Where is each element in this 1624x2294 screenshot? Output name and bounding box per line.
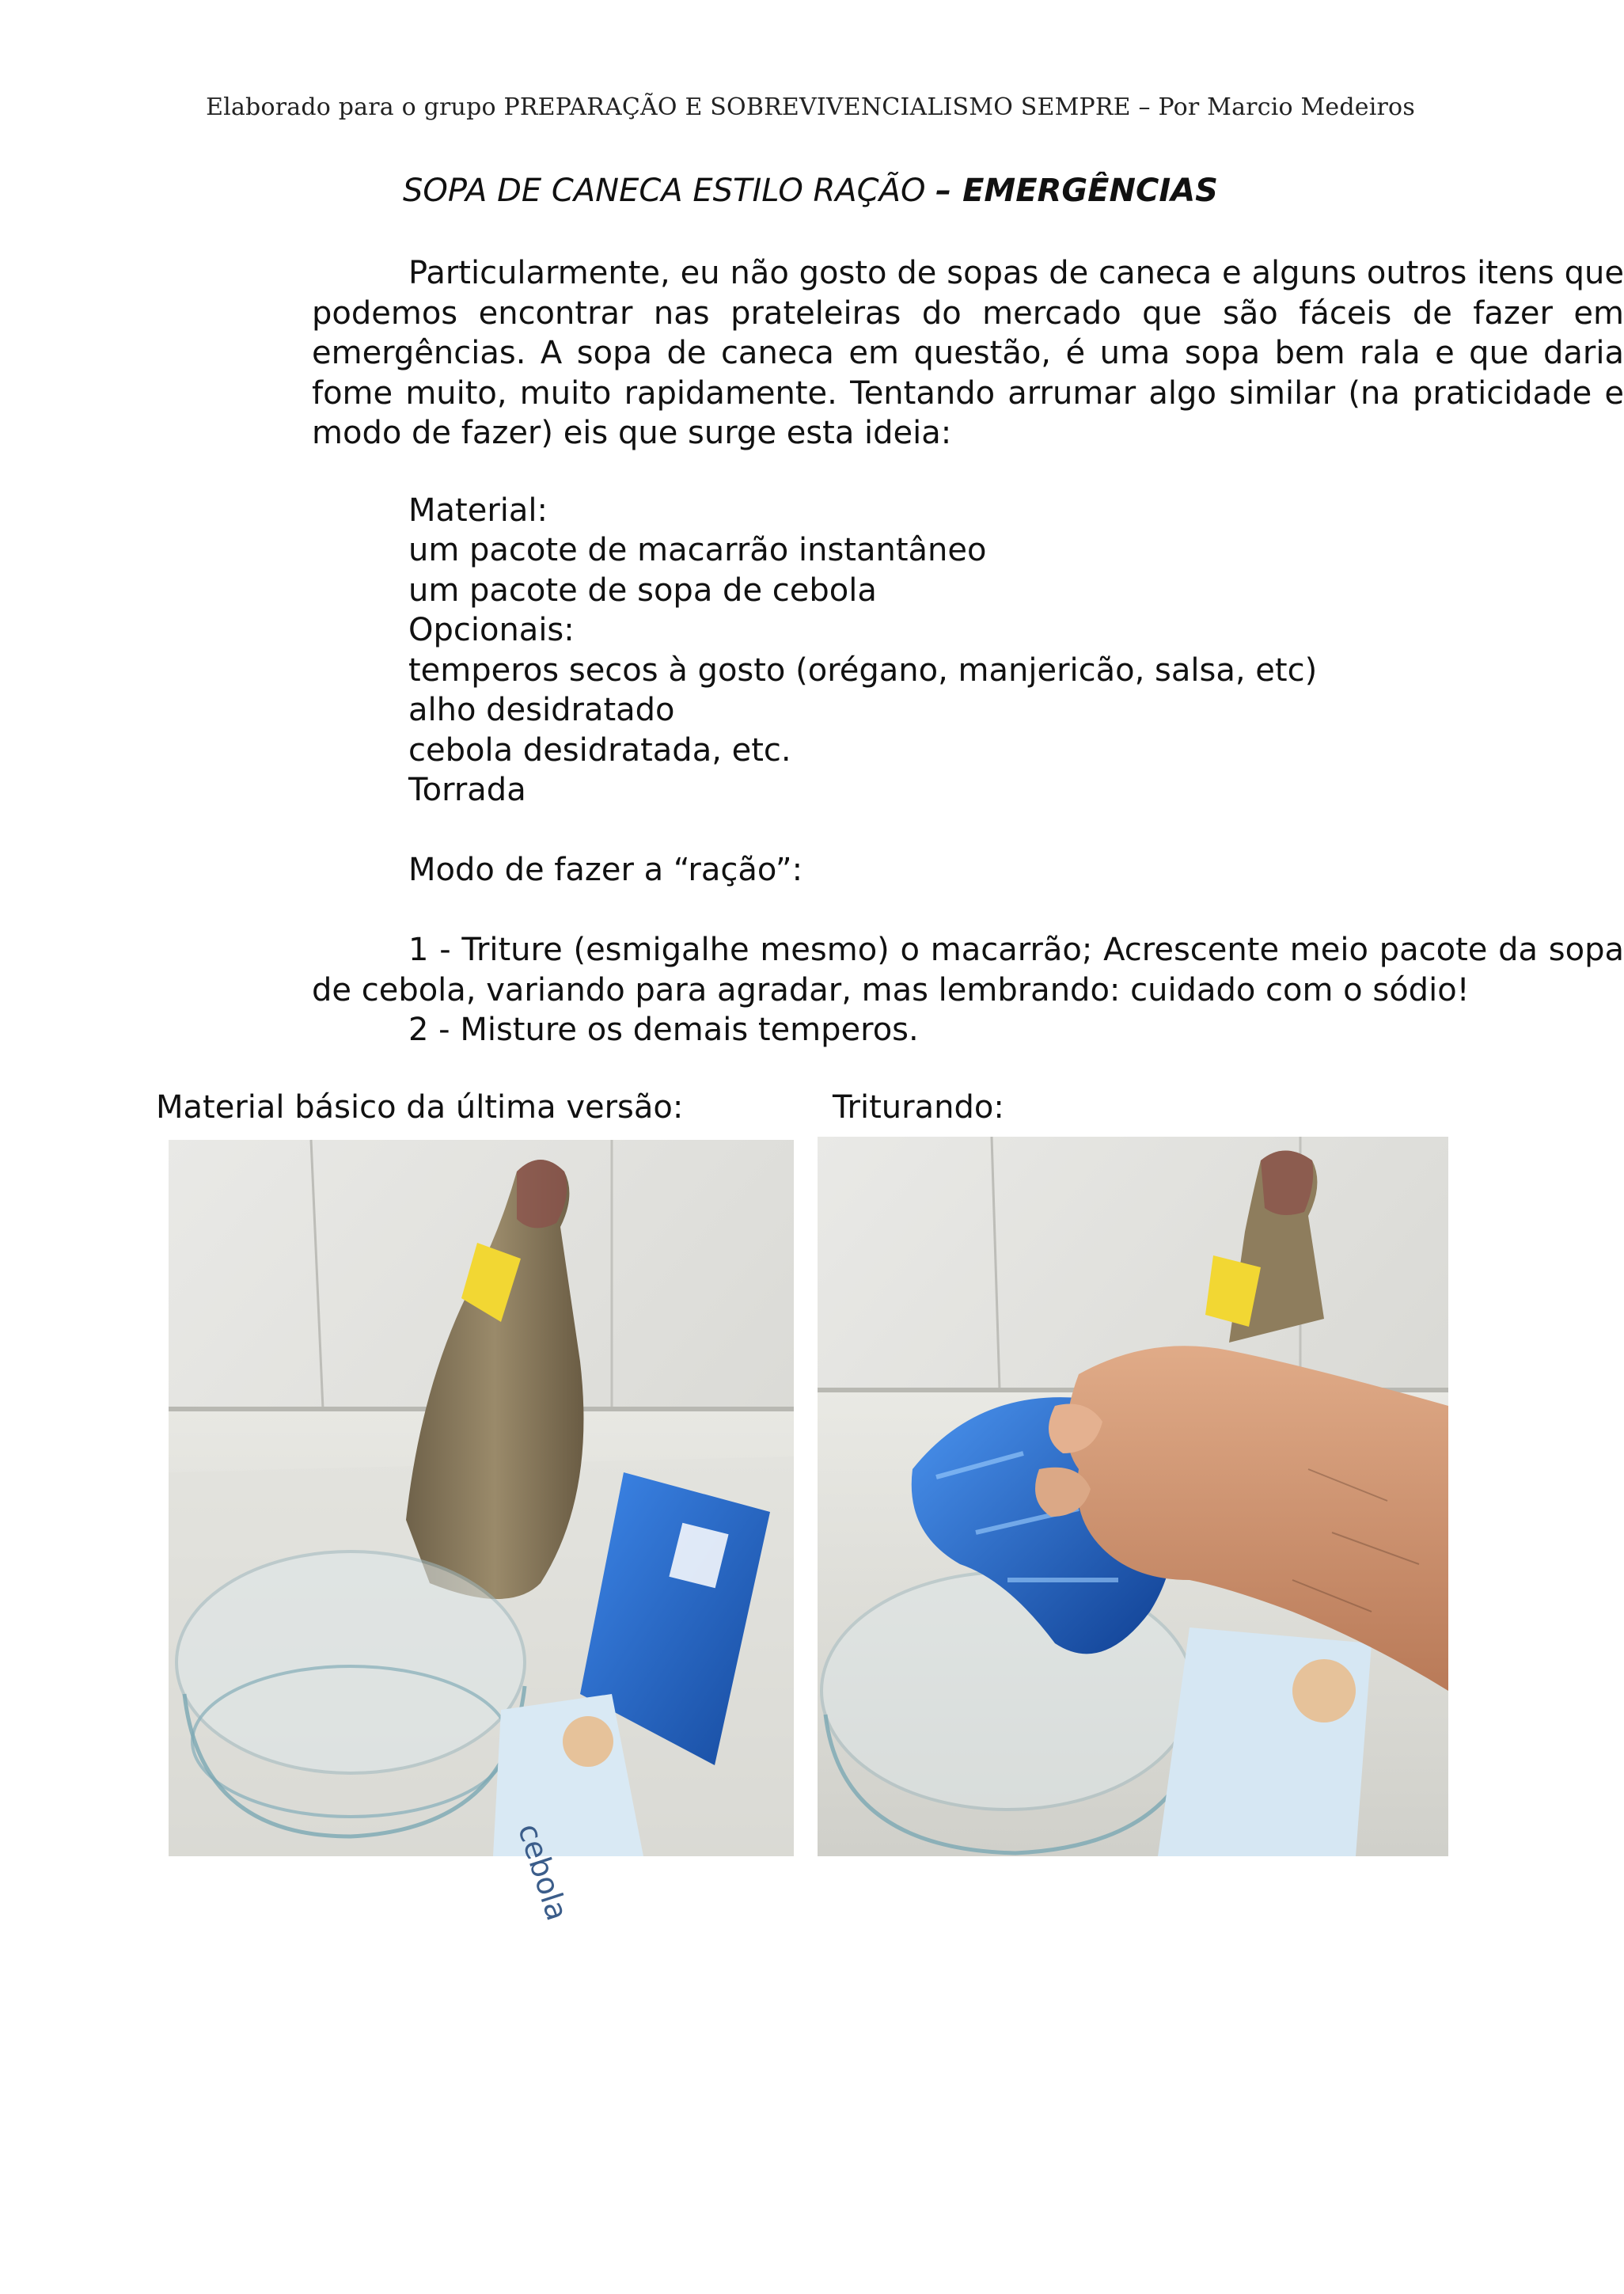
material-photo-illustration [169,1140,794,1925]
left-photo-caption: Material básico da última versão: [156,1089,684,1126]
title-emphasis: – EMERGÊNCIAS [935,173,1218,209]
material-heading: Material: [408,492,548,529]
document-title [0,173,1621,209]
list-item: alho desidratado [408,692,675,728]
list-item: cebola desidratada, etc. [408,732,791,769]
list-item: temperos secos à gosto (orégano, manjericão, salsa, etc) [408,652,1318,689]
crushing-photo-illustration [818,1137,1448,1856]
title-main: SOPA DE CANECA ESTILO RAÇÃO [403,173,936,209]
list-item: Torrada [408,772,526,808]
intro-paragraph: Particularmente, eu não gosto de sopas de caneca e alguns outros itens que podemos encontrar nas prateleiras do mercado que são fáceis de fazer em emergências. A sopa de caneca em questão, é uma sopa bem rala e que daria fome muito, muito rapidamente. Tentando arrumar algo similar (na praticidade e modo de fazer) eis que surge esta ideia: [312,255,1624,451]
method-heading: Modo de fazer a “ração”: [408,852,803,888]
list-item: um pacote de macarrão instantâneo [408,532,987,568]
list-item: um pacote de sopa de cebola [408,572,877,609]
page-header: Elaborado para o grupo PREPARAÇÃO E SOBREVIVENCIALISMO SEMPRE – Por Marcio Medeiros [206,93,1415,121]
crushing-photo [818,1137,1448,1856]
method-step-1: 1 - Triture (esmigalhe mesmo) o macarrão; Acrescente meio pacote da sopa de cebola, variando para agradar, mas lembrando: cuidado com o sódio! [312,932,1624,1008]
optional-heading: Opcionais: [408,612,575,648]
method-step-2: 2 - Misture os demais temperos. [408,1012,919,1048]
right-photo-caption: Triturando: [833,1089,1004,1126]
package-label: cebola [510,1819,575,1925]
material-photo [169,1140,794,1925]
